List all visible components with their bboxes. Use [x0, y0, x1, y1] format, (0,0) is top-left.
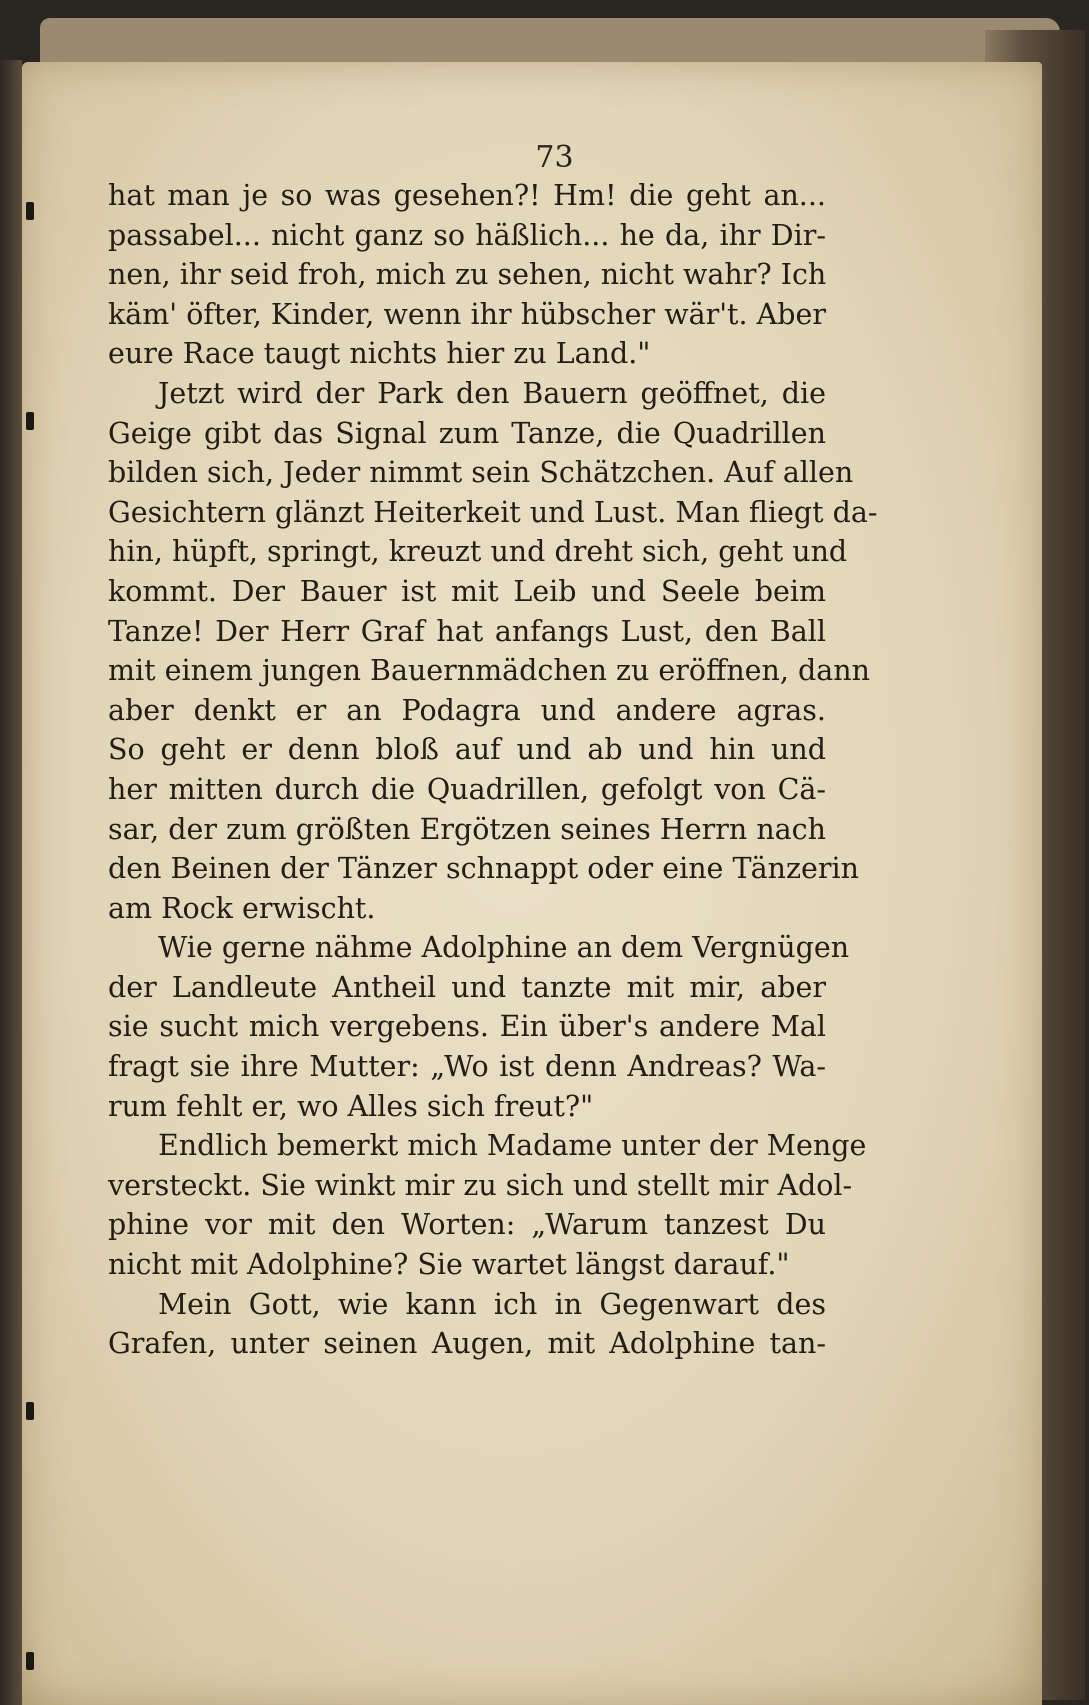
text-line: phine vor mit den Worten: „Warum tanzest Du — [108, 1208, 826, 1242]
text-line: sie sucht mich vergebens. Ein über's andere Mal — [108, 1010, 826, 1044]
body-text — [108, 176, 878, 1364]
text-line: hin, hüpft, springt, kreuzt und dreht sich, geht und — [108, 535, 848, 569]
text-line: eure Race taugt nichts hier zu Land." — [108, 337, 651, 371]
text-line: versteckt. Sie winkt mir zu sich und stellt mir Adol- — [108, 1168, 853, 1202]
text-line: nicht mit Adolphine? Sie wartet längst darauf." — [108, 1248, 790, 1282]
text-line: Gesichtern glänzt Heiterkeit und Lust. Man fliegt da- — [108, 495, 878, 529]
text-line: kommt. Der Bauer ist mit Leib und Seele beim — [108, 574, 826, 608]
text-line: am Rock erwischt. — [108, 891, 376, 925]
text-line: Mein Gott, wie kann ich in Gegenwart des — [158, 1287, 826, 1321]
text-line: mit einem jungen Bauernmädchen zu eröffnen, dann — [108, 654, 870, 688]
text-line: sar, der zum größten Ergötzen seines Herrn nach — [108, 812, 826, 846]
text-line: Wie gerne nähme Adolphine an dem Vergnügen — [158, 931, 850, 965]
margin-mark — [26, 1652, 34, 1670]
margin-mark — [26, 1402, 34, 1420]
text-line: aber denkt er an Podagra und andere agras. — [108, 693, 826, 727]
text-line: den Beinen der Tänzer schnappt oder eine Tänzerin — [108, 852, 859, 886]
text-line: Grafen, unter seinen Augen, mit Adolphine tan- — [108, 1327, 826, 1361]
text-line: her mitten durch die Quadrillen, gefolgt von Cä- — [108, 772, 826, 806]
text-line: rum fehlt er, wo Alles sich freut?" — [108, 1089, 594, 1123]
text-line: So geht er denn bloß auf und ab und hin und — [108, 733, 826, 767]
text-line: hat man je so was gesehen?! Hm! die geht an... — [108, 179, 826, 212]
text-line: Endlich bemerkt mich Madame unter der Menge — [158, 1129, 867, 1163]
text-line: Tanze! Der Herr Graf hat anfangs Lust, den Ball — [108, 614, 826, 648]
text-line: fragt sie ihre Mutter: „Wo ist denn Andreas? Wa- — [108, 1050, 826, 1084]
margin-mark — [26, 202, 34, 220]
text-line: der Landleute Antheil und tanzte mit mir, aber — [108, 970, 826, 1004]
text-line: käm' öfter, Kinder, wenn ihr hübscher wär't. Aber — [108, 297, 826, 331]
text-line: Jetzt wird der Park den Bauern geöffnet, die — [158, 376, 826, 410]
text-line: bilden sich, Jeder nimmt sein Schätzchen. Auf allen — [108, 456, 854, 490]
text-line: Geige gibt das Signal zum Tanze, die Quadrillen — [108, 416, 826, 450]
text-line: nen, ihr seid froh, mich zu sehen, nicht wahr? Ich — [108, 258, 827, 292]
text-line: passabel... nicht ganz so häßlich... he da, ihr Dir- — [108, 218, 826, 252]
margin-mark — [26, 412, 34, 430]
page-number: 73 — [535, 140, 574, 175]
previous-page-edge — [0, 60, 22, 1705]
